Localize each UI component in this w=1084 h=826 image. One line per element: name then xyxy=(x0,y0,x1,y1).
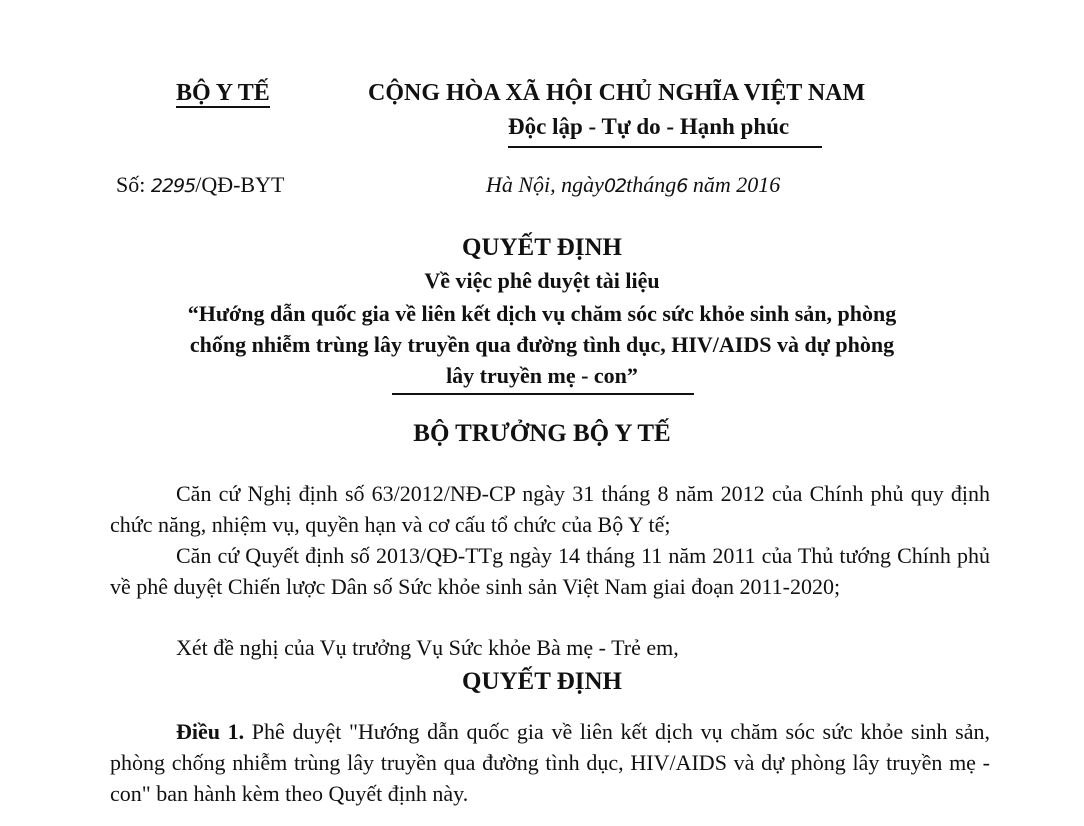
title-rule xyxy=(392,393,694,395)
handwritten-month: 6 xyxy=(676,175,688,197)
document-number xyxy=(116,172,284,198)
article-1 xyxy=(110,716,990,809)
preamble-paragraph: Xét đề nghị của Vụ trưởng Vụ Sức khỏe Bà mẹ - Trẻ em, xyxy=(176,635,679,660)
handwritten-day: 02 xyxy=(603,175,627,197)
preamble-paragraph: Căn cứ Nghị định số 63/2012/NĐ-CP ngày 31 tháng 8 năm 2012 của Chính phủ quy định chức năng, nhiệm vụ, quyền hạn và cơ cấu tổ chức của Bộ Y tế; xyxy=(110,481,990,537)
national-motto: Độc lập - Tự do - Hạnh phúc xyxy=(508,114,790,139)
guideline-title-line: lây truyền mẹ - con” xyxy=(446,363,638,388)
guideline-title-line: chống nhiễm trùng lây truyền qua đường tình dục, HIV/AIDS và dự phòng xyxy=(189,332,895,357)
guideline-title-line: “Hướng dẫn quốc gia về liên kết dịch vụ chăm sóc sức khỏe sinh sản, phòng xyxy=(187,301,897,326)
month-label: tháng xyxy=(626,172,677,197)
date-prefix: Hà Nội, ngày xyxy=(486,172,604,197)
republic-name: CỘNG HÒA XÃ HỘI CHỦ NGHĨA VIỆT NAM xyxy=(368,80,866,106)
guideline-title xyxy=(0,298,1084,391)
number-suffix: /QĐ-BYT xyxy=(195,172,285,197)
document-subtitle: Về việc phê duyệt tài liệu xyxy=(424,268,660,293)
issue-date xyxy=(486,172,780,198)
handwritten-number: 2295 xyxy=(150,175,196,197)
preamble-paragraph: Căn cứ Quyết định số 2013/QĐ-TTg ngày 14 tháng 11 năm 2011 của Thủ tướng Chính phủ về phê duyệt Chiến lược Dân số Sức khỏe sinh sản Việt Nam giai đoạn 2011-2020; xyxy=(110,543,990,599)
motto-underline xyxy=(508,146,822,148)
article-label: Điều 1. xyxy=(176,719,245,744)
number-prefix: Số: xyxy=(116,172,151,197)
issuing-authority: BỘ TRƯỞNG BỘ Y TẾ xyxy=(413,420,671,447)
document-title: QUYẾT ĐỊNH xyxy=(462,234,622,261)
article-text: Phê duyệt "Hướng dẫn quốc gia về liên kết dịch vụ chăm sóc sức khỏe sinh sản, phòng chống nhiễm trùng lây truyền qua đường tình dục, HIV/AIDS và dự phòng lây truyền mẹ - con" ban hành kèm theo Quyết định này. xyxy=(110,719,990,806)
decision-heading: QUYẾT ĐỊNH xyxy=(462,668,622,695)
ministry-name: BỘ Y TẾ xyxy=(176,80,270,106)
year-label: năm 2016 xyxy=(687,172,781,197)
